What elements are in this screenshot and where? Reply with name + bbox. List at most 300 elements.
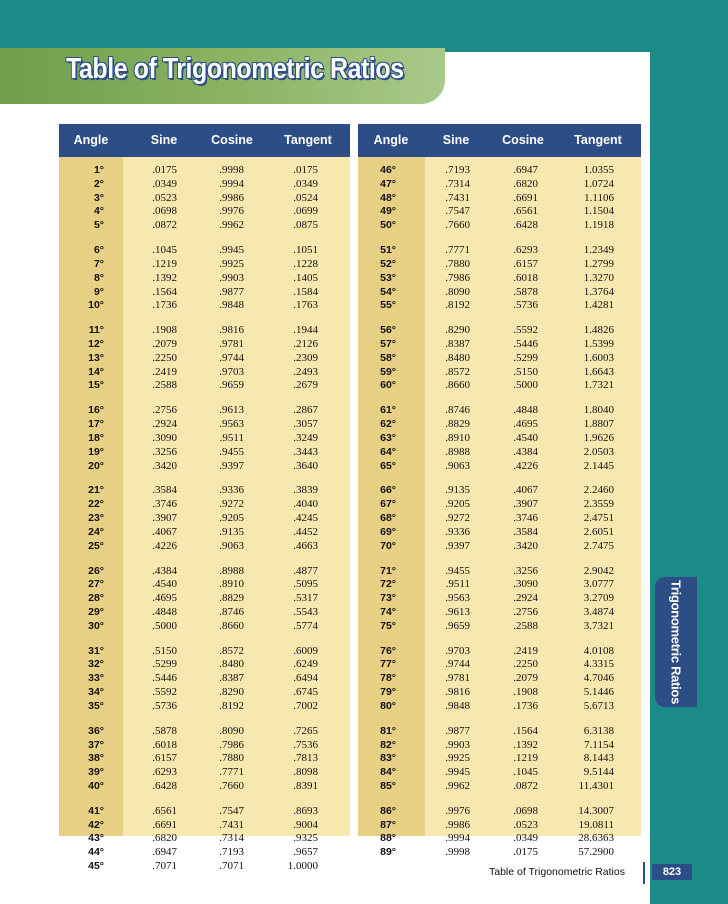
cosine-cell: .9986: [219, 191, 244, 204]
angle-cell: 63°: [380, 431, 396, 444]
sine-cell: .9998: [445, 846, 470, 859]
sine-cell: .6157: [152, 752, 177, 765]
tangent-cell: 1.7321: [583, 379, 614, 392]
sine-cell: .2924: [152, 418, 177, 431]
angle-cell: 23°: [88, 512, 104, 524]
angle-cell: 19°: [88, 445, 104, 458]
cosine-cell: .1736: [513, 699, 538, 712]
sine-cell: .7193: [445, 164, 470, 176]
angle-cell: 84°: [380, 766, 396, 779]
tangent-cell: .8693: [293, 804, 318, 817]
tangent-cell: 1.0355: [583, 164, 614, 176]
tangent-cell: .1228: [293, 257, 318, 270]
cosine-cell: .8387: [219, 672, 244, 685]
cosine-cell: .0349: [513, 832, 538, 845]
cosine-cell: .9962: [219, 219, 244, 232]
tangent-cell: 2.9042: [583, 564, 614, 577]
angle-cell: 9°: [93, 285, 104, 298]
tangent-cell: 1.2799: [583, 257, 614, 270]
tangent-cell: 2.1445: [583, 459, 614, 472]
sine-cell: .3420: [152, 459, 177, 472]
cosine-cell: .8829: [219, 592, 244, 605]
angle-cell: 51°: [380, 244, 396, 257]
angle-cell: 89°: [380, 846, 396, 859]
cosine-cell: .0523: [513, 818, 538, 831]
tangent-cell: .0349: [293, 177, 318, 190]
tangent-cell: 1.6003: [583, 351, 614, 364]
sine-cell: .1392: [152, 271, 177, 284]
cosine-cell: .1392: [513, 738, 538, 751]
angle-cell: 66°: [380, 484, 396, 497]
angle-cell: 22°: [88, 498, 104, 511]
tangent-cell: 2.3559: [583, 498, 614, 511]
tangent-cell: 4.3315: [583, 658, 614, 671]
cosine-cell: .8746: [219, 605, 244, 618]
cosine-cell: .6018: [513, 271, 538, 284]
cosine-cell: .1908: [513, 686, 538, 698]
tangent-cell: .9004: [293, 818, 318, 831]
tangent-cell: .2679: [293, 379, 318, 392]
cosine-cell: .9976: [219, 205, 244, 218]
tangent-cell: 4.7046: [583, 672, 614, 685]
sine-cell: .8387: [445, 338, 470, 350]
sine-cell: .0175: [152, 164, 177, 176]
cosine-cell: .5878: [513, 285, 538, 298]
angle-cell: 21°: [88, 484, 104, 497]
angle-cell: 88°: [380, 832, 396, 845]
cosine-cell: .5736: [513, 299, 538, 312]
angle-cell: 81°: [380, 724, 396, 737]
angle-cell: 38°: [88, 752, 104, 765]
tangent-cell: 11.4301: [578, 779, 614, 792]
sine-cell: .8660: [445, 379, 470, 392]
tangent-cell: 1.0000: [287, 860, 318, 872]
sine-cell: .5592: [152, 686, 177, 698]
angle-cell: 13°: [88, 351, 104, 364]
sine-cell: .2756: [152, 404, 177, 417]
sine-cell: .7071: [152, 860, 177, 872]
angle-cell: 74°: [380, 605, 396, 618]
header-angle-left: Angle: [73, 133, 109, 147]
sine-cell: .7431: [445, 191, 470, 204]
angle-cell: 37°: [88, 738, 104, 751]
tangent-cell: .5774: [293, 619, 318, 632]
tangent-cell: .2867: [293, 404, 318, 417]
angle-cell: 30°: [88, 619, 104, 632]
tangent-cell: 1.8807: [583, 418, 614, 431]
tangent-cell: .4663: [293, 539, 318, 552]
tangent-cell: .0875: [293, 219, 318, 232]
angle-cell: 70°: [380, 539, 396, 552]
cosine-cell: .7071: [219, 860, 244, 872]
header-sine-left: Sine: [150, 133, 178, 147]
angle-cell: 4°: [93, 205, 104, 218]
sine-cell: .9397: [445, 539, 470, 552]
cosine-cell: .9272: [219, 498, 244, 511]
sine-cell: .6428: [152, 779, 177, 792]
sine-cell: .8988: [445, 445, 470, 458]
cosine-cell: .4540: [513, 431, 538, 444]
tangent-cell: 57.2900: [578, 846, 614, 859]
sine-cell: .9703: [445, 644, 470, 657]
cosine-cell: .9998: [219, 164, 244, 176]
tangent-cell: .7265: [293, 724, 318, 737]
cosine-cell: .9511: [219, 431, 244, 444]
tangent-cell: .4245: [293, 512, 318, 524]
sine-cell: .5878: [152, 724, 177, 737]
cosine-cell: .3090: [513, 578, 538, 591]
tangent-cell: 1.0724: [583, 177, 614, 190]
cosine-cell: .9781: [219, 338, 244, 350]
angle-cell: 27°: [88, 578, 104, 591]
sine-cell: .4067: [152, 525, 177, 538]
angle-cell: 55°: [380, 299, 396, 312]
tangent-cell: .6745: [293, 686, 318, 698]
angle-cell: 48°: [380, 191, 396, 204]
cosine-cell: .0175: [513, 846, 538, 859]
tangent-cell: 14.3007: [578, 804, 614, 817]
angle-cell: 41°: [88, 804, 104, 817]
sine-cell: .8480: [445, 351, 470, 364]
angle-cell: 65°: [380, 459, 396, 472]
angle-cell: 17°: [88, 418, 104, 431]
tangent-cell: 1.4281: [583, 299, 614, 312]
angle-cell: 24°: [88, 525, 104, 538]
sine-cell: .2250: [152, 351, 177, 364]
cosine-cell: .9336: [219, 484, 244, 497]
angle-cell: 28°: [88, 592, 104, 605]
angle-cell: 15°: [88, 379, 104, 392]
cosine-cell: .5446: [513, 338, 538, 350]
sine-cell: .8910: [445, 431, 470, 444]
sine-cell: .6691: [152, 818, 177, 831]
cosine-cell: .1045: [513, 766, 538, 779]
sine-cell: .9925: [445, 752, 470, 765]
angle-cell: 3°: [93, 191, 104, 204]
angle-cell: 36°: [88, 724, 104, 737]
angle-cell: 7°: [93, 257, 104, 270]
sine-cell: .2079: [152, 338, 177, 350]
cosine-cell: .6820: [513, 177, 538, 190]
angle-cell: 25°: [88, 539, 104, 552]
sine-cell: .9781: [445, 672, 470, 685]
tangent-cell: .6249: [293, 658, 318, 671]
cosine-cell: .2079: [513, 672, 538, 685]
cosine-cell: .3584: [513, 525, 538, 538]
angle-cell: 82°: [380, 738, 396, 751]
tangent-cell: 1.4826: [583, 324, 614, 337]
sine-cell: .3746: [152, 498, 177, 511]
tangent-cell: 19.0811: [578, 818, 614, 831]
footer-title: Table of Trigonometric Ratios: [489, 866, 625, 878]
angle-cell: 62°: [380, 418, 396, 431]
sine-cell: .6293: [152, 766, 177, 779]
cosine-cell: .8910: [219, 578, 244, 591]
angle-cell: 5°: [93, 219, 104, 232]
cosine-cell: .7193: [219, 846, 244, 859]
cosine-cell: .7431: [219, 818, 244, 831]
angle-cell: 45°: [88, 860, 104, 872]
cosine-cell: .2756: [513, 605, 538, 618]
sine-cell: .1045: [152, 244, 177, 257]
angle-cell: 40°: [88, 779, 104, 792]
cosine-cell: .5150: [513, 365, 538, 378]
angle-cell: 86°: [380, 804, 396, 817]
tangent-cell: 3.2709: [583, 592, 614, 605]
cosine-cell: .4848: [513, 404, 538, 417]
angle-cell: 57°: [380, 338, 396, 350]
angle-cell: 26°: [88, 564, 104, 577]
tangent-cell: .0524: [293, 191, 318, 204]
tangent-cell: .0175: [293, 164, 318, 176]
sine-cell: .9336: [445, 525, 470, 538]
sine-cell: .9945: [445, 766, 470, 779]
tangent-cell: .8098: [293, 766, 318, 779]
angle-cell: 59°: [380, 365, 396, 378]
page-number: 823: [652, 864, 692, 880]
sine-cell: .9744: [445, 658, 470, 671]
sine-cell: .5000: [152, 619, 177, 632]
tangent-cell: 7.1154: [584, 738, 614, 751]
cosine-cell: .1564: [513, 724, 538, 737]
header-sine-right: Sine: [442, 133, 470, 147]
sine-cell: .3256: [152, 445, 177, 458]
cosine-cell: .9135: [219, 525, 244, 538]
cosine-cell: .9848: [219, 299, 244, 312]
sine-cell: .6820: [152, 832, 177, 845]
sine-cell: .1564: [152, 285, 177, 298]
cosine-cell: .3746: [513, 512, 538, 524]
sine-cell: .9986: [445, 818, 470, 831]
cosine-cell: .9903: [219, 271, 244, 284]
cosine-cell: .5592: [513, 324, 538, 337]
tangent-cell: .3057: [293, 418, 318, 431]
tangent-cell: .7813: [293, 752, 318, 765]
angle-cell: 44°: [88, 846, 104, 859]
angle-cell: 78°: [380, 672, 396, 685]
tangent-cell: 1.5399: [583, 338, 614, 350]
cosine-cell: .9397: [219, 459, 244, 472]
sine-cell: .5446: [152, 672, 177, 685]
cosine-cell: .9703: [219, 365, 244, 378]
sine-cell: .9659: [445, 619, 470, 632]
cosine-cell: .6428: [513, 219, 538, 232]
cosine-cell: .0872: [513, 779, 538, 792]
cosine-cell: .6293: [513, 244, 538, 257]
tangent-cell: .1584: [293, 285, 318, 298]
header-cosine-right: Cosine: [502, 133, 544, 147]
sine-cell: .9877: [445, 724, 470, 737]
sine-cell: .1736: [152, 299, 177, 312]
side-tab-label: Trigonometric Ratios: [668, 579, 684, 705]
sine-cell: .7547: [445, 205, 470, 218]
angle-cell: 42°: [88, 818, 104, 831]
tangent-cell: 1.1918: [583, 219, 614, 232]
sine-cell: .7660: [445, 219, 470, 232]
cosine-cell: .6947: [513, 164, 538, 176]
cosine-cell: .6691: [513, 191, 538, 204]
cosine-cell: .2924: [513, 592, 538, 605]
sine-cell: .4540: [152, 578, 177, 591]
cosine-cell: .4067: [513, 484, 538, 497]
angle-cell: 2°: [93, 177, 104, 190]
angle-cell: 53°: [380, 271, 396, 284]
cosine-cell: .2250: [513, 658, 538, 671]
tangent-cell: .9657: [293, 846, 318, 859]
angle-cell: 34°: [88, 686, 104, 698]
sine-cell: .0872: [152, 219, 177, 232]
tangent-cell: .1763: [293, 299, 318, 312]
tangent-cell: 1.8040: [583, 404, 614, 417]
sine-cell: .9613: [445, 605, 470, 618]
sine-cell: .8192: [445, 299, 470, 312]
angle-cell: 39°: [88, 766, 104, 779]
tangent-cell: .5095: [293, 578, 318, 591]
tangent-cell: .7536: [293, 738, 318, 751]
sine-cell: .9962: [445, 779, 470, 792]
cosine-cell: .8988: [219, 564, 244, 577]
cosine-cell: .3907: [513, 498, 538, 511]
tangent-cell: 1.9626: [583, 431, 614, 444]
sine-cell: .0698: [152, 205, 177, 218]
cosine-cell: .7660: [219, 779, 244, 792]
sine-cell: .6018: [152, 738, 177, 751]
sine-cell: .8290: [445, 324, 470, 337]
tangent-cell: .1051: [293, 244, 318, 257]
sine-cell: .9135: [445, 484, 470, 497]
tangent-cell: .1944: [293, 324, 318, 337]
cosine-cell: .5299: [513, 351, 538, 364]
cosine-cell: .5000: [513, 379, 538, 392]
cosine-cell: .9816: [219, 324, 244, 337]
angle-cell: 33°: [88, 672, 104, 685]
sine-cell: .9994: [445, 832, 470, 845]
angle-cell: 79°: [380, 686, 396, 698]
cosine-cell: .4384: [513, 445, 538, 458]
sine-cell: .4384: [152, 564, 177, 577]
sine-cell: .3907: [152, 512, 177, 524]
header-tangent-left: Tangent: [284, 133, 332, 147]
cosine-cell: .9945: [219, 244, 244, 257]
tangent-cell: .2309: [293, 351, 318, 364]
cosine-cell: .3420: [513, 539, 538, 552]
angle-cell: 12°: [88, 338, 104, 350]
sine-cell: .5150: [152, 644, 177, 657]
cosine-cell: .9994: [219, 177, 244, 190]
sine-cell: .4695: [152, 592, 177, 605]
angle-cell: 61°: [380, 404, 396, 417]
cosine-cell: .7314: [219, 832, 244, 845]
sine-cell: .9816: [445, 686, 470, 698]
angle-cell: 11°: [88, 324, 104, 337]
cosine-cell: .9744: [219, 351, 244, 364]
sine-cell: .9205: [445, 498, 470, 511]
sine-cell: .4226: [152, 539, 177, 552]
sine-cell: .7880: [445, 257, 470, 270]
sine-cell: .8572: [445, 365, 470, 378]
tangent-cell: .6494: [293, 672, 318, 685]
sine-cell: .5736: [152, 699, 177, 712]
right-margin-background: [650, 0, 728, 904]
sine-cell: .3090: [152, 431, 177, 444]
sine-cell: .7986: [445, 271, 470, 284]
sine-cell: .9455: [445, 564, 470, 577]
sine-cell: .8746: [445, 404, 470, 417]
angle-cell: 56°: [380, 324, 396, 337]
angle-cell: 35°: [88, 699, 104, 712]
cosine-cell: .8090: [219, 724, 244, 737]
cosine-cell: .8660: [219, 619, 244, 632]
cosine-cell: .9659: [219, 379, 244, 392]
angle-cell: 47°: [380, 177, 396, 190]
footer-divider: [643, 862, 645, 884]
angle-cell: 20°: [88, 459, 104, 472]
angle-cell: 1°: [93, 164, 104, 176]
angle-cell: 76°: [380, 644, 396, 657]
page-title: Table of Trigonometric Ratios: [66, 53, 404, 85]
tangent-cell: 3.4874: [583, 605, 614, 618]
angle-cell: 72°: [380, 578, 396, 591]
sine-cell: .9563: [445, 592, 470, 605]
tangent-cell: .3839: [293, 484, 318, 497]
sine-cell: .0349: [152, 177, 177, 190]
tangent-cell: .0699: [293, 205, 318, 218]
angle-cell: 14°: [88, 365, 104, 378]
angle-cell: 54°: [380, 285, 396, 298]
tangent-cell: 3.7321: [583, 619, 614, 632]
angle-cell: 58°: [380, 351, 396, 364]
tangent-cell: .2493: [293, 365, 318, 378]
tangent-cell: .8391: [293, 779, 318, 792]
cosine-cell: .4226: [513, 459, 538, 472]
sine-cell: .1219: [152, 257, 177, 270]
sine-cell: .3584: [152, 484, 177, 497]
cosine-cell: .6157: [513, 257, 538, 270]
tangent-cell: .4040: [293, 498, 318, 511]
cosine-cell: .9563: [219, 418, 244, 431]
sine-cell: .7771: [445, 244, 470, 257]
tangent-cell: 28.6363: [578, 832, 614, 845]
angle-cell: 69°: [380, 525, 396, 538]
angle-cell: 52°: [380, 257, 396, 270]
header-cosine-left: Cosine: [211, 133, 253, 147]
tangent-cell: 1.1504: [583, 205, 614, 218]
sine-cell: .9272: [445, 512, 470, 524]
tangent-cell: .3443: [293, 445, 318, 458]
tangent-cell: .7002: [293, 699, 318, 712]
tangent-cell: .9325: [293, 832, 318, 845]
angle-cell: 32°: [88, 658, 104, 671]
cosine-cell: .7880: [219, 752, 244, 765]
sine-cell: .9511: [445, 578, 470, 591]
sine-cell: .9903: [445, 738, 470, 751]
angle-cell: 46°: [380, 164, 396, 176]
angle-cell: 31°: [88, 644, 104, 657]
cosine-cell: .6561: [513, 205, 538, 218]
sine-cell: .9976: [445, 804, 470, 817]
angle-cell: 85°: [380, 779, 396, 792]
cosine-cell: .7771: [219, 766, 244, 779]
angle-cell: 75°: [380, 619, 396, 632]
angle-cell: 67°: [380, 498, 396, 511]
cosine-cell: .8192: [219, 699, 244, 712]
tangent-cell: 5.1446: [583, 686, 614, 698]
tangent-cell: 2.6051: [583, 525, 614, 538]
sine-cell: .9063: [445, 459, 470, 472]
tangent-cell: .5543: [293, 605, 318, 618]
cosine-cell: .8290: [219, 686, 244, 698]
sine-cell: .8090: [445, 285, 470, 298]
